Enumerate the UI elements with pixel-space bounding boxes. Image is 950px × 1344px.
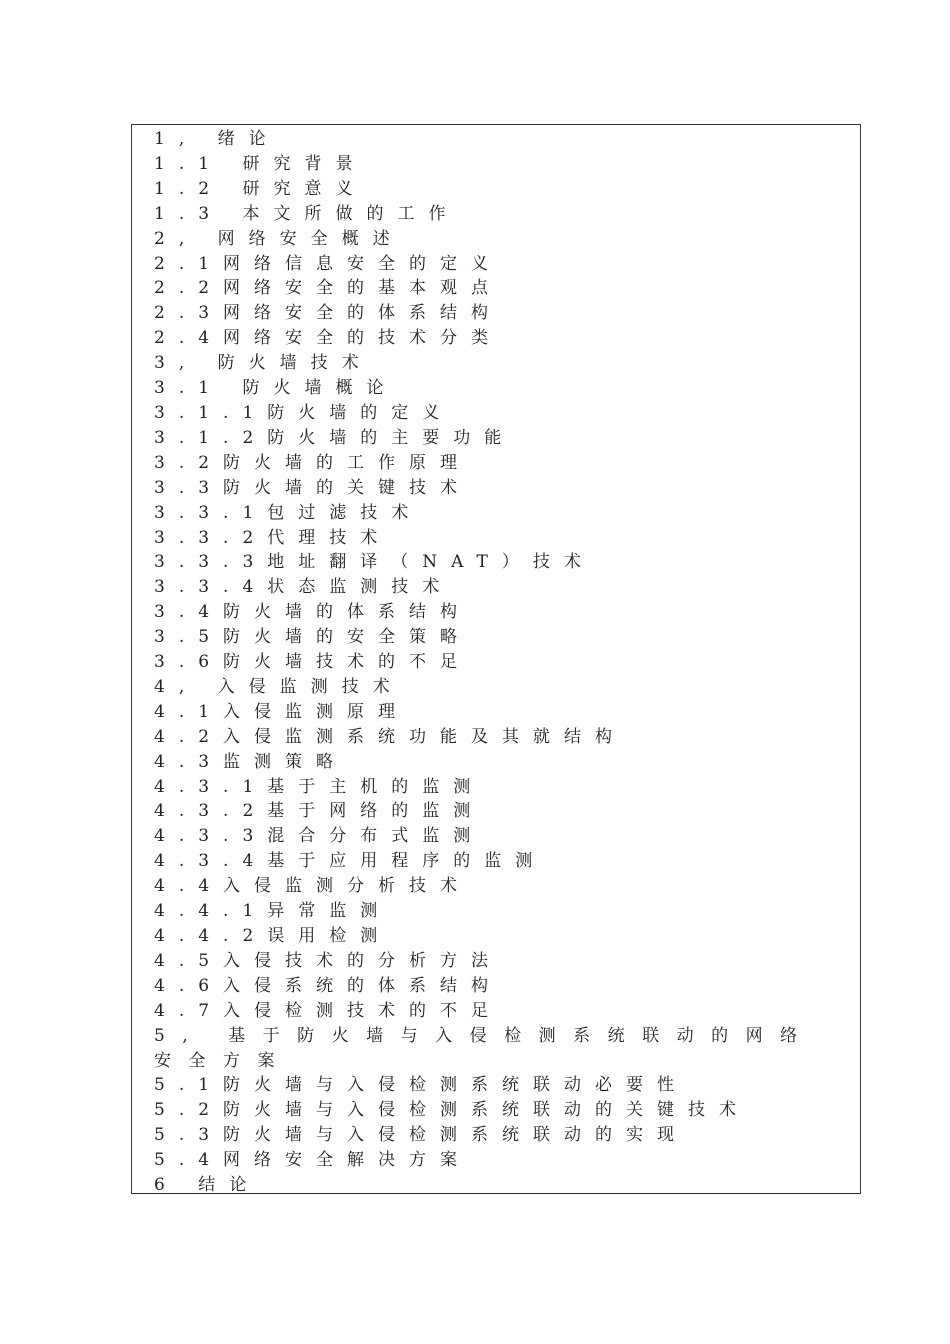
toc-entry: 4.3.1基于主机的监测	[154, 776, 485, 797]
toc-entry: 4.7入侵检测技术的不足	[154, 1000, 503, 1021]
toc-entry: 5.3防火墙与入侵检测系统联动的实现	[154, 1125, 689, 1146]
toc-entry: 4.4.1异常监测	[154, 901, 392, 922]
toc-entry: 4.3监测策略	[154, 751, 348, 772]
toc-entry: 3.1.2防火墙的主要功能	[154, 427, 516, 448]
toc-entry: 3.3.3地址翻译（NAT）技术	[154, 552, 595, 573]
toc-entry: 2, 网络安全概述	[154, 228, 404, 249]
toc-entry: 4.6入侵系统的体系结构	[154, 975, 503, 996]
toc-entry: 3, 防火墙技术	[154, 353, 373, 374]
toc-entry: 5.1防火墙与入侵检测系统联动必要性	[154, 1075, 689, 1096]
toc-entry: 3.3.2代理技术	[154, 527, 392, 548]
toc-entry: 1.2 研究意义	[154, 178, 367, 199]
toc-entry: 2.2网络安全的基本观点	[154, 278, 503, 299]
toc-entry: 3.1.1防火墙的定义	[154, 402, 454, 423]
toc-entry: 4.4.2误用检测	[154, 926, 392, 946]
toc-entry: 4.1入侵监测原理	[154, 701, 410, 722]
toc-entry: 5.4网络安全解决方案	[154, 1150, 472, 1171]
toc-entry: 2.3网络安全的体系结构	[154, 303, 503, 324]
toc-entry: 3.5防火墙的安全策略	[154, 627, 472, 648]
toc-entry: 2.4网络安全的技术分类	[154, 328, 503, 349]
toc-entry: 5, 基于防火墙与入侵检测系统联动的网络安全方案	[154, 1025, 815, 1071]
toc-entry: 5.2防火墙与入侵检测系统联动的关键技术	[154, 1100, 751, 1121]
toc-entry: 1, 绪论	[154, 129, 280, 149]
toc-entry: 4.4入侵监测分析技术	[154, 876, 472, 897]
toc-entry: 3.3防火墙的关键技术	[154, 477, 472, 498]
toc-entry: 6 结论	[154, 1175, 261, 1196]
toc-entry: 3.4防火墙的体系结构	[154, 602, 472, 623]
toc-entry: 3.3.4状态监测技术	[154, 577, 454, 598]
toc-entry: 4.3.4基于应用程序的监测	[154, 851, 547, 872]
toc-entry: 1.1 研究背景	[154, 153, 367, 174]
toc-entry: 2.1网络信息安全的定义	[154, 253, 503, 274]
toc-entry: 1.3 本文所做的工作	[154, 203, 460, 224]
toc-entry: 3.3.1包过滤技术	[154, 502, 423, 523]
toc-entry: 4.5入侵技术的分析方法	[154, 950, 503, 971]
toc-entry: 4, 入侵监测技术	[154, 676, 404, 697]
toc-entry: 3.6防火墙技术的不足	[154, 652, 472, 673]
table-of-contents-box	[131, 124, 861, 1194]
toc-entry: 3.2防火墙的工作原理	[154, 452, 472, 473]
toc-entry: 4.2入侵监测系统功能及其就结构	[154, 726, 627, 747]
toc-entry: 4.3.2基于网络的监测	[154, 801, 485, 822]
toc-entry: 4.3.3混合分布式监测	[154, 826, 485, 847]
toc-entry: 3.1 防火墙概论	[154, 378, 398, 399]
table-of-contents	[154, 127, 842, 1198]
